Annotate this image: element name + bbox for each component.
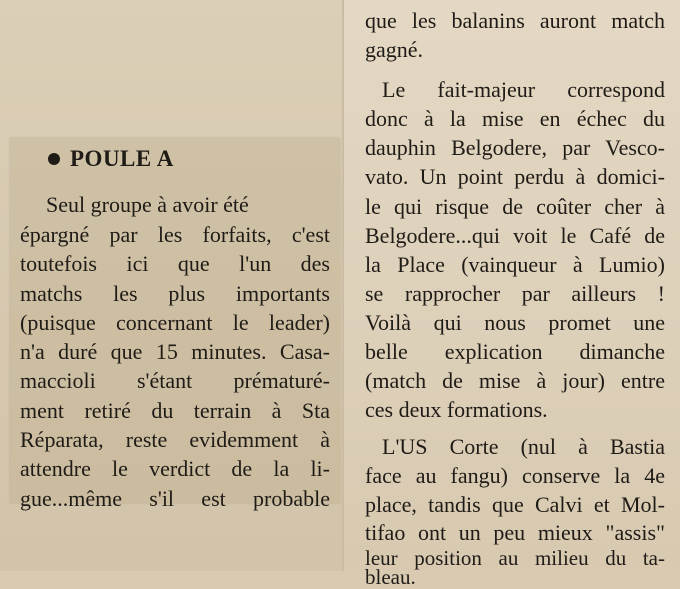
right-text-line: place, tandis que Calvi et Mol- <box>365 492 665 517</box>
right-text-line: vato. Un point perdu à domici- <box>365 164 665 189</box>
right-text-line: se rapprocher par ailleurs ! <box>365 281 665 306</box>
right-text-line: le qui risque de coûter cher à <box>365 194 665 219</box>
right-text-line: dauphin Belgodere, par Vesco- <box>365 135 665 160</box>
left-text-line: épargné par les forfaits, c'est <box>20 222 330 247</box>
left-text-line: ment retiré du terrain à Sta <box>20 398 330 423</box>
left-text-line: Seul groupe à avoir été <box>46 192 249 217</box>
left-text-line: attendre le verdict de la li- <box>20 456 330 481</box>
left-text-line: toutefois ici que l'un des <box>20 251 330 276</box>
bullet-icon <box>48 153 60 165</box>
left-text-line: maccioli s'étant prématuré- <box>20 368 330 393</box>
right-text-line: (match de mise à jour) entre <box>365 368 665 393</box>
right-text-line: face au fangu) conserve la 4e <box>365 463 665 488</box>
right-text-line: L'US Corte (nul à Bastia <box>382 434 665 459</box>
section-heading <box>48 146 174 172</box>
right-text-line: gagné. <box>365 37 424 62</box>
right-text-line: ces deux formations. <box>365 397 548 422</box>
right-text-line: Le fait-majeur correspond <box>382 77 665 102</box>
left-text-line: matchs les plus importants <box>20 281 330 306</box>
column-divider <box>342 0 344 571</box>
right-text-line: Voilà qui nous promet une <box>365 310 665 335</box>
right-text-line: tifao ont un peu mieux "assis" <box>365 520 665 545</box>
left-text-line: (puisque concernant le leader) <box>20 310 330 335</box>
right-text-line: Belgodere...qui voit le Café de <box>365 223 665 248</box>
right-text-line: bleau. <box>365 565 416 589</box>
right-text-line: leur position au milieu du ta- <box>365 546 665 570</box>
right-text-line: que les balanins auront match <box>365 8 665 33</box>
right-text-line: la Place (vainqueur à Lumio) <box>365 252 665 277</box>
right-text-line: belle explication dimanche <box>365 339 665 364</box>
right-text-line: donc à la mise en échec du <box>365 106 665 131</box>
section-heading-text: POULE A <box>70 146 174 171</box>
left-text-line: gue...même s'il est probable <box>20 486 330 511</box>
left-text-line: Réparata, reste evidemment à <box>20 427 330 452</box>
left-text-line: n'a duré que 15 minutes. Casa- <box>20 339 330 364</box>
